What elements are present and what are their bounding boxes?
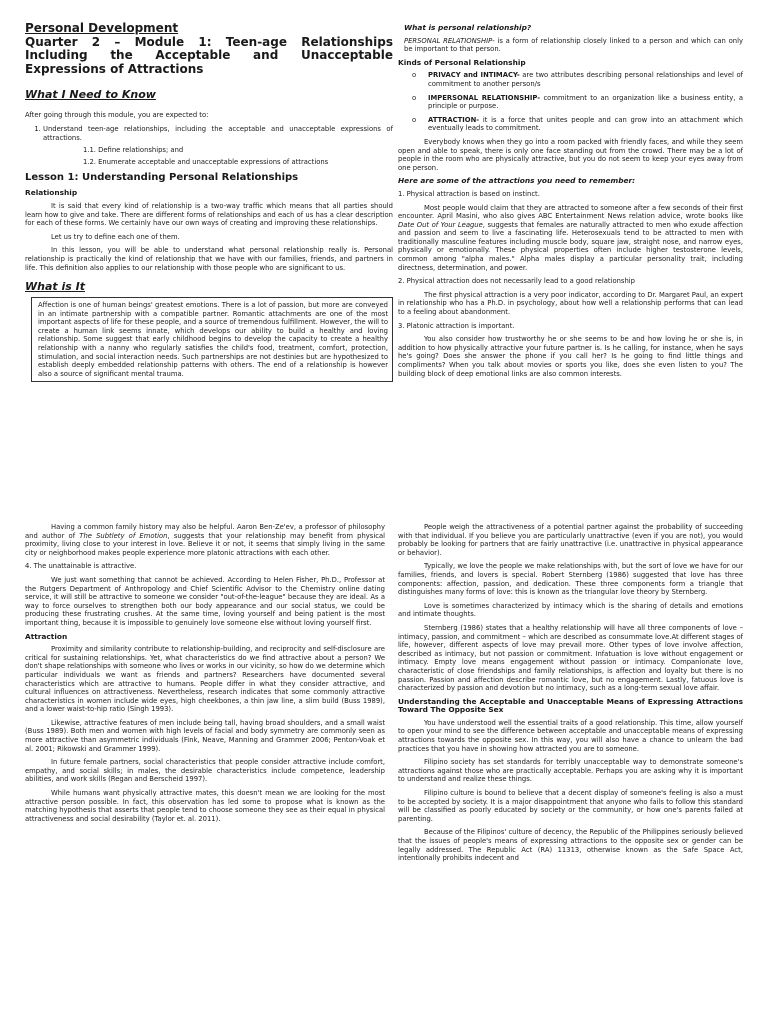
objectives-list xyxy=(25,125,393,142)
attraction-4-title: 4. The unattainable is attractive. xyxy=(25,562,137,571)
likewise-paragraph: Likewise, attractive features of men include being tall, having broad shoulders, and a small waist (Buss 1989). Both men and women with high levels of facial and body symmetry are commonly seen as more attractive than asymmetric individuals (Fink, Neave, Manning and Grammer 2006; Penton-Voak et al. 2001; Rikowski and Grammer 1999). xyxy=(25,718,385,753)
love-intimacy-paragraph: Love is sometimes characterized by intimacy which is the sharing of details and emotions and intimate thoughts. xyxy=(398,601,743,619)
personal-relationship-definition xyxy=(398,37,743,54)
attraction-2-paragraph: The first physical attraction is a very poor indicator, according to Dr. Margaret Paul, an expert in relationship who has a Ph.D. in psychology, about how well a relationship performs that can lead to a feeling about abandonment. xyxy=(398,290,743,317)
kind-item-impersonal: o IMPERSONAL RELATIONSHIP- commitment to an organization like a business entity, a principle or purpose. xyxy=(412,94,743,111)
sternberg-paragraph: Sternberg (1986) states that a healthy relationship will have all three components of love – intimacy, passion, and commitment – which are described as consummate love.At different stages of life, however, different aspects of love may prevail more. Other types of love involve affection, described as intimacy, but not passion or commitment. Infatuation is love without engagement or intimacy. Empty love means engagement without passion or intimacy. Companionate love, characteristic of close friendships and family relationships, is affection and loyalty but there is no passion. Passion and affection describe romantic love, but no engagement. Lastly, fatuous love is characterized by passion and devotion but no intimacy, such as a long-term sexual love affair. xyxy=(398,623,743,693)
typically-paragraph: Typically, we love the people we make relationships with, but the sort of love we have for our families, friends, and lovers is special. Robert Sternberg (1986) suggested that love has three components: affection, passion, and dedication. These three components form a triangle that distinguishes many forms of love: this is known as the triangular love theory by Sternberg. xyxy=(398,562,743,597)
attraction-2-title: 2. Physical attraction does not necessarily lead to a good relationship xyxy=(398,277,635,286)
kinds-heading: Kinds of Personal Relationship xyxy=(398,57,526,67)
objective-item: 1. Understand teen-age relationships, including the acceptable and unacceptable expressions of attractions. xyxy=(43,125,393,142)
attraction-4-paragraph: We just want something that cannot be achieved. According to Helen Fisher, Ph.D., Professor at the Rutgers Department of Anthropology and Chief Scientific Advisor to the Chemistry online dating service, it will still be attractive to someone we consider "out-of-the-league" because they are ideal. As a way to force ourselves to strengthen both our body appearance and our social status, we could be producing these frustrating crushes. At the same time, loving yourself and being patient is the most important thing, because it is impossible to genuinely love someone else without loving yourself first. xyxy=(25,575,385,627)
what-is-it-heading: What is It xyxy=(25,280,85,294)
lesson-heading: Lesson 1: Understanding Personal Relationships xyxy=(25,172,299,184)
attraction-subheading: Attraction xyxy=(25,631,68,641)
matching-hypothesis-paragraph: While humans want physically attractive mates, this doesn't mean we are looking for the most attractive person possible. In fact, this observation has led some to propose what is known as the matching hypothesis that asserts that people tend to choose someone they see as their equal in physical attractiveness and social desirability (Taylor et. al. 2011). xyxy=(25,789,385,823)
kind-item-attraction: o ATTRACTION- it is a force that unites people and can grow into an attachment which eventually leads to commitment. xyxy=(412,116,743,133)
right-top-column xyxy=(398,22,743,383)
filipino-culture-paragraph: Filipino culture is bound to believe that a decent display of someone's feeling is also a must to be accepted by society. It is a major disappointment that anyone who fails to follow this standard will be classified as poorly educated by society or the community, or how one's parents failed at parenting. xyxy=(398,789,743,823)
what-i-need-to-know-heading: What I Need to Know xyxy=(25,88,156,102)
understood-paragraph: You have understood well the essential traits of a good relationship. This time, allow yourself to open your mind to see the difference between acceptable and unacceptable means of expressing attractions towards the opposite sex. In this way, you will also have a chance to unlearn the bad practices that you have in showing how attracted you are to someone. xyxy=(398,718,743,753)
affection-text-box: Affection is one of human beings' greatest emotions. There is a lot of passion, but more are conveyed in an intimate partnership with a compatible partner. Romantic attachments are one of the most important aspects of life for these people, and a source of tremendous fulfillment. However, the will to create a human link seems innate, which develops our ability to build a healthy and loving relationship. Some suggest that early childhood begins to develop the capacity to create a healthy relationship with a nanny who regularly satisfies the child's food, treatment, comfort, protection, stimulation, and social interaction needs. Such partnerships are not destinies but are hypothesized to establish deeply embedded relationship patterns with others. The end of a relationship is however also a source of significant mental trauma. xyxy=(31,297,393,382)
lesson-paragraph-2: Let us try to define each one of them. xyxy=(51,232,180,241)
acceptable-means-heading: Understanding the Acceptable and Unacceptable Means of Expressing Attractions Toward The Opposite Sex xyxy=(398,696,743,715)
kinds-list xyxy=(398,71,743,133)
document-title-line2: Quarter 2 – Module 1: Teen-age Relationships Including the Acceptable and Unacceptable Expressions of Attractions xyxy=(25,34,393,76)
left-top-column xyxy=(25,22,393,382)
common-history-paragraph: Having a common family history may also be helpful. Aaron Ben-Ze'ev, a professor of philosophy and author of The Subtlety of Emotion, suggests that your relationship may benefit from physical proximity, living close to your interest in love. Believe it or not, it seems that simply living in the same city or neighborhood makes people experience more platonic attractions with each other. xyxy=(25,523,385,557)
attraction-1-paragraph: Most people would claim that they are attracted to someone after a few seconds of their first encounter. April Masini, who also gives ABC Entertainment News relation advice, wrote books like Date Out of Your League, suggests that females are naturally attracted to men who exude affection and passion and seem to live a fascinating life. Heterosexuals tend to be attracted to men with traditionally masculine features including muscle body, square jaw, straight nose, and narrow eyes, physically or emotionally. These physical properties often include higher testosterone levels, common among "alpha males." Alpha males display a particular personality trait, including directness, determination, and power. xyxy=(398,203,743,272)
future-partners-paragraph: In future female partners, social characteristics that people consider attractive include comfort, empathy, and social skills; in males, the desirable characteristics include competence, leadership abilities, and work skills (Regan and Berscheid 1997). xyxy=(25,758,385,784)
definition-text: - is a form of relationship closely linked to a person and which can only be important to that person. xyxy=(404,36,743,54)
attraction-3-title: 3. Platonic attraction is important. xyxy=(398,321,515,330)
objective-sub-1: 1.1. Define relationships; and xyxy=(83,146,184,155)
objective-sub-2: 1.2. Enumerate acceptable and unacceptable expressions of attractions xyxy=(83,157,329,166)
left-bottom-column xyxy=(25,523,385,828)
right-bottom-column xyxy=(398,523,743,868)
safe-space-act-paragraph: Because of the Filipinos' culture of decency, the Republic of the Philippines seriously believed that the issues of people's means of expressing attractions to the opposite sex or gender can be legally addressed. The Republic Act (RA) 11313, otherwise known as the Safe Space Act, intentionally prohibits indecent and xyxy=(398,828,743,863)
attractions-heading: Here are some of the attractions you need to remember: xyxy=(398,176,636,186)
lesson-paragraph-3: In this lesson, you will be able to understand what personal relationship really is. Personal relationship is practically the kind of relationship that we have with our families, friends, and partners in life. This definition also applies to our relationship with those people who are significant to us. xyxy=(25,246,393,272)
attraction-1-title: 1. Physical attraction is based on instinct. xyxy=(398,189,540,198)
document-title-line1: Personal Development xyxy=(25,21,179,35)
definition-term: PERSONAL RELATIONSHIP xyxy=(404,36,493,45)
personal-relationship-question: What is personal relationship? xyxy=(404,23,532,32)
people-weigh-paragraph: People weigh the attractiveness of a potential partner against the probability of succeeding with that individual. If you believe you are particularly unattractive (even if you are not), you would probably be looking for partners that are fairly unattractive (i.e. unattractive in physical appearance or behavior). xyxy=(398,523,743,557)
everybody-paragraph: Everybody knows when they go into a room packed with friendly faces, and while they seem open and able to speak, there is only one face standing out from the crowd. There may be a lot of people in the room who are physically attractive, but you do not seem to keep your eyes away from one person. xyxy=(398,137,743,172)
filipino-society-paragraph: Filipino society has set standards for terribly unacceptable way to demonstrate someone's attractions against those who are practically acceptable. Perhaps you are asking why it is important to understand and realize these things. xyxy=(398,758,743,784)
lesson-paragraph-1: It is said that every kind of relationship is a two-way traffic which means that all parties should learn how to give and take. There are different forms of relationships and each of us has a clear description for each of these forms. We certainly have our own ways of creating and improving these relationships. xyxy=(25,201,393,228)
proximity-paragraph: Proximity and similarity contribute to relationship-building, and reciprocity and self-disclosure are critical for sustaining relationships. Yet, what characteristics do we find attractive about a person? We don't shape relationships with someone who lives or works in our vicinity, so how do we determine which particular individuals we want as friends and partners? Researchers have documented several characteristics which are attractive to humans. People differ in what they consider attractive, and cultural influences on attractiveness. Nevertheless, research indicates that some commonly attractive characteristics in women include wide eyes, high cheekbones, a thin jaw line, a slim build (Buss 1989), and a lower waist-to-hip ratio (Singh 1993). xyxy=(25,645,385,714)
objectives-intro: After going through this module, you are expected to: xyxy=(25,111,209,120)
attraction-3-paragraph: You also consider how trustworthy he or she seems to be and how loving he or she is, in addition to how physically attractive your future partner is. Is he calling, for instance, when he says he's going? Does she answer the phone if you call her? Is he going to find little things and compliments? When you talk about movies or sports you like, does she even listen to you? The building block of deep emotional links are also common interests. xyxy=(398,335,743,378)
relationship-subheading: Relationship xyxy=(25,188,78,198)
kind-item-privacy: o PRIVACY and INTIMACY- are two attributes describing personal relationships and level of commitment to another person/s xyxy=(412,71,743,88)
